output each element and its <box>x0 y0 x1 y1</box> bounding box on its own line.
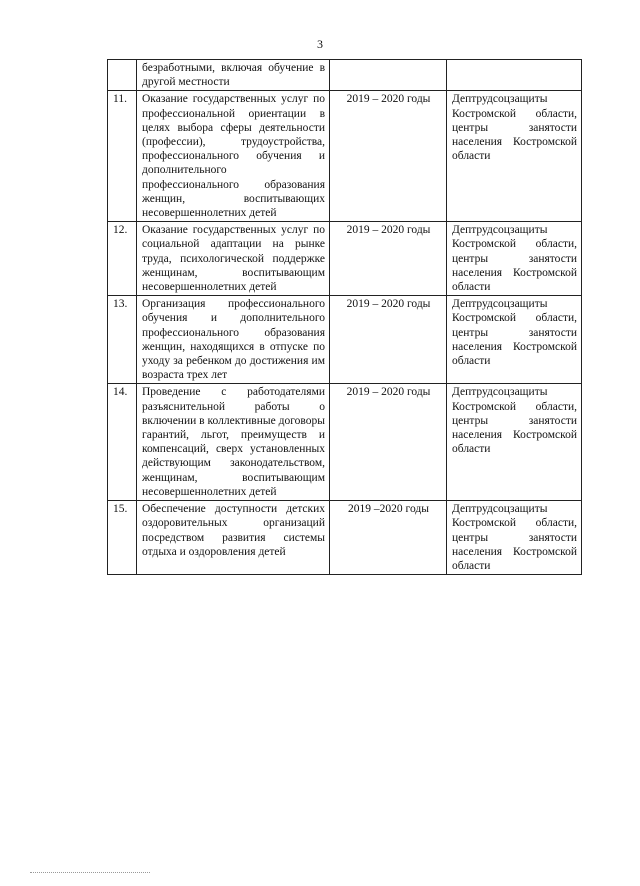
activity-cell: Оказание государственных услуг по социальной адаптации на рынке труда, психологической поддержке женщинам, воспитывающим несовершеннолетних детей <box>137 222 330 296</box>
row-number: 13. <box>108 296 137 384</box>
responsible-cell: Дептрудсоцзащиты Костромской области, центры занятости населения Костромской области <box>447 222 582 296</box>
row-number: 14. <box>108 384 137 501</box>
responsible-cell: Дептрудсоцзащиты Костромской области, центры занятости населения Костромской области <box>447 501 582 575</box>
responsible-cell: Дептрудсоцзащиты Костромской области, центры занятости населения Костромской области <box>447 91 582 222</box>
table-row <box>108 501 582 575</box>
table-row <box>108 296 582 384</box>
table-row <box>108 384 582 501</box>
table-row <box>108 91 582 222</box>
activity-cell: Проведение с работодателями разъяснительной работы о включении в коллективные договоры гарантий, льгот, преимуществ и компенсаций, сверх установленных действующим законодательством, женщинам, воспитывающим несовершеннолетних детей <box>137 384 330 501</box>
measures-table <box>107 59 582 575</box>
term-cell: 2019 – 2020 годы <box>330 384 447 501</box>
table-row <box>108 222 582 296</box>
scan-artifact-line <box>30 872 150 873</box>
term-cell: 2019 –2020 годы <box>330 501 447 575</box>
row-number: 12. <box>108 222 137 296</box>
activity-cell: безработными, включая обучение в другой местности <box>137 60 330 91</box>
responsible-cell <box>447 60 582 91</box>
row-number: 11. <box>108 91 137 222</box>
term-cell: 2019 – 2020 годы <box>330 91 447 222</box>
activity-cell: Обеспечение доступности детских оздоровительных организаций посредством развития системы отдыха и оздоровления детей <box>137 501 330 575</box>
row-number: 15. <box>108 501 137 575</box>
responsible-cell: Дептрудсоцзащиты Костромской области, центры занятости населения Костромской области <box>447 296 582 384</box>
term-cell: 2019 – 2020 годы <box>330 296 447 384</box>
responsible-cell: Дептрудсоцзащиты Костромской области, центры занятости населения Костромской области <box>447 384 582 501</box>
row-number <box>108 60 137 91</box>
table-row <box>108 60 582 91</box>
activity-cell: Организация профессионального обучения и дополнительного профессионального образования женщин, находящихся в отпуске по уходу за ребенком до достижения им возраста трех лет <box>137 296 330 384</box>
term-cell: 2019 – 2020 годы <box>330 222 447 296</box>
activity-cell: Оказание государственных услуг по профессиональной ориентации в целях выбора сферы деятельности (профессии), трудоустройства, профессионального обучения и дополнительного профессионального образования женщин, воспитывающих несовершеннолетних детей <box>137 91 330 222</box>
term-cell <box>330 60 447 91</box>
page-number: 3 <box>317 37 323 51</box>
